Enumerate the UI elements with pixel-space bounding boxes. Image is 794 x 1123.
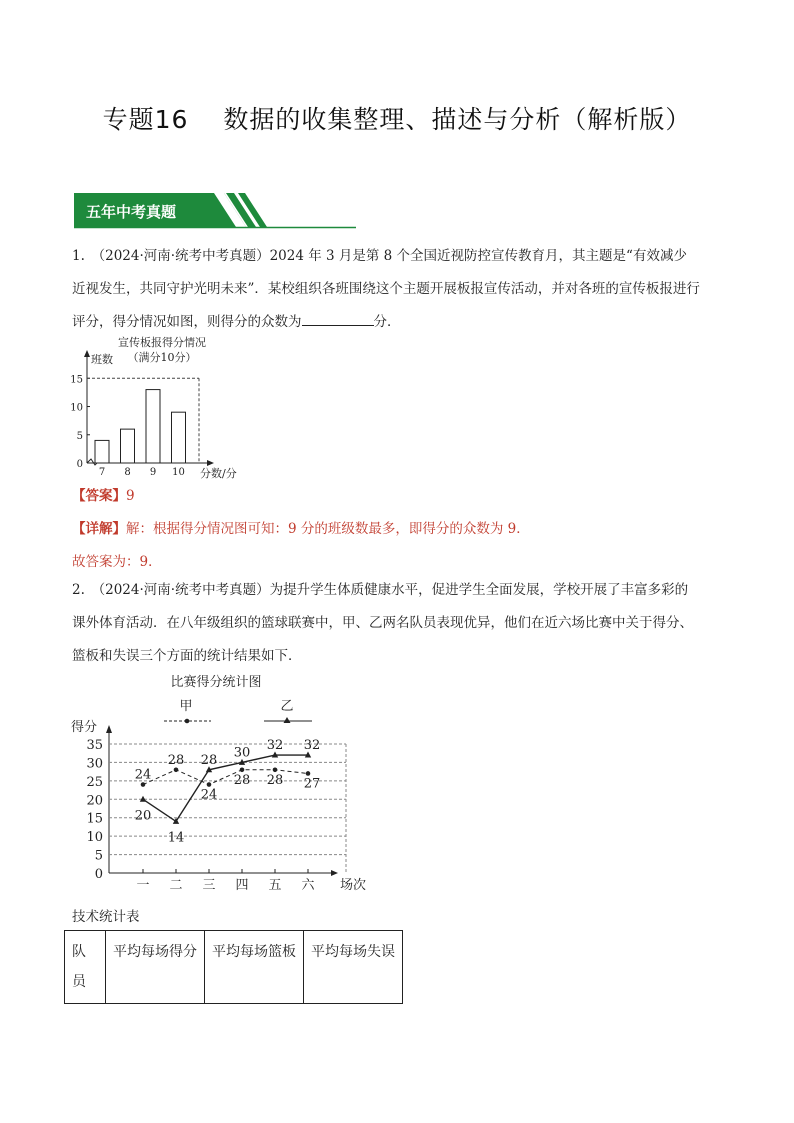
line-x-tick-label: 四 — [235, 878, 249, 893]
bar-y-label: 班数 — [91, 353, 113, 366]
answer-label: 【答案】 — [72, 488, 126, 504]
series-yi-data-label: 30 — [233, 745, 251, 761]
bar — [121, 429, 135, 463]
line-y-tick-label: 5 — [94, 848, 103, 864]
table-header-cell: 平均每场篮板 — [205, 931, 304, 1004]
q1-line2: 近视发生，共同守护光明未来”．某校组织各班围绕这个主题开展板报宣传活动，并对各班的宣传板报进行 — [72, 281, 700, 297]
line-x-axis-arrow — [331, 870, 338, 876]
line-y-tick-label: 10 — [86, 830, 103, 846]
page-title: 专题16 数据的收集整理、描述与分析（解析版） — [102, 105, 692, 134]
line-y-tick-label: 35 — [86, 738, 103, 753]
line-y-tick-label: 0 — [94, 867, 103, 882]
line-x-tick-label: 三 — [202, 878, 216, 893]
conclusion: 故答案为：9． — [72, 554, 162, 570]
series-jia-point — [306, 771, 311, 776]
q1-answer-block — [72, 480, 724, 579]
series-jia-point — [207, 782, 212, 787]
table-header-cell: 平均每场失误 — [304, 931, 403, 1004]
line-y-axis-arrow — [106, 725, 112, 733]
bar-x-label: 分数/分 — [200, 467, 237, 480]
series-jia-data-label: 24 — [134, 767, 152, 783]
q2-line1: 2. （2024·河南·统考中考真题）为提升学生体质健康水平，促进学生全面发展，学校开展了丰富多彩的 — [72, 582, 689, 598]
q1-detail — [72, 513, 724, 546]
bar — [172, 412, 186, 463]
series-jia-point — [141, 782, 146, 787]
question-2 — [72, 574, 724, 673]
q2-line2: 课外体育活动．在八年级组织的篮球联赛中，甲、乙两名队员表现优异，他们在近六场比赛中关于得分、 — [72, 615, 693, 631]
stats-table — [64, 930, 403, 1004]
legend-label-yi: 乙 — [280, 699, 294, 714]
x-axis-arrow — [207, 460, 214, 466]
bar-y-tick-label: 0 — [76, 459, 83, 470]
q1-line3-a: 评分，得分情况如图，则得分的众数为 — [72, 314, 302, 330]
series-yi-data-label: 32 — [266, 738, 284, 754]
line-x-tick-label: 二 — [169, 878, 183, 893]
line-y-label: 得分 — [71, 720, 98, 735]
series-jia-point — [174, 768, 179, 773]
q1-line1: 1. （2024·河南·统考中考真题）2024 年 3 月是第 8 个全国近视防控宣传教育月，其主题是“有效减少 — [72, 248, 687, 264]
q1-answer — [72, 480, 724, 513]
table-header-row — [65, 931, 403, 1004]
legend-marker-yi — [284, 717, 291, 723]
table-title: 技术统计表 — [72, 909, 140, 925]
bar-y-tick-label: 15 — [70, 374, 83, 386]
answer-blank — [302, 311, 374, 326]
bar-x-tick-label: 9 — [149, 467, 157, 478]
bar — [95, 440, 109, 463]
section-header — [74, 193, 356, 229]
y-axis-arrow — [84, 350, 90, 357]
series-jia-data-label: 28 — [266, 772, 284, 788]
series-yi-data-label: 28 — [200, 752, 218, 768]
line-chart-title: 比赛得分统计图 — [170, 675, 262, 690]
bar-chart-subtitle: （满分10分） — [127, 351, 197, 364]
bar-x-tick-label: 7 — [98, 467, 106, 478]
series-jia-point — [273, 768, 278, 773]
series-jia-data-label: 28 — [233, 772, 251, 788]
series-yi-data-label: 32 — [303, 738, 321, 754]
legend-label-jia: 甲 — [179, 699, 193, 714]
line-y-tick-label: 25 — [86, 774, 103, 790]
line-x-tick-label: 五 — [268, 878, 282, 893]
q2-line3: 篮板和失误三个方面的统计结果如下． — [72, 648, 302, 664]
line-x-label: 场次 — [340, 878, 367, 893]
bar-x-tick-label: 8 — [124, 467, 131, 478]
bar-y-tick-label: 5 — [76, 430, 83, 442]
series-yi-data-label: 20 — [134, 808, 152, 824]
series-jia-data-label: 24 — [200, 787, 218, 803]
line-x-tick-label: 一 — [136, 878, 150, 893]
bar-y-tick-label: 10 — [70, 402, 83, 414]
answer-value: 9 — [126, 488, 135, 504]
line-y-tick-label: 15 — [86, 811, 103, 827]
bar-x-tick-label: 10 — [172, 467, 185, 478]
bar — [146, 390, 160, 463]
detail-label: 【详解】 — [72, 521, 126, 537]
detail-text: 解：根据得分情况图可知：9 分的班级数最多，即得分的众数为 9． — [126, 521, 530, 537]
q1-line3-b: 分． — [373, 314, 401, 330]
line-x-tick-label: 六 — [301, 878, 315, 893]
series-yi-data-label: 14 — [167, 830, 185, 846]
line-y-tick-label: 30 — [86, 756, 103, 772]
series-jia-data-label: 28 — [167, 752, 185, 768]
bar-chart — [62, 335, 262, 485]
legend-marker-jia — [185, 719, 190, 724]
line-chart — [66, 668, 386, 898]
table-header-cell: 平均每场得分 — [106, 931, 205, 1004]
line-y-tick-label: 20 — [86, 793, 103, 809]
question-1 — [72, 240, 724, 339]
table-header-cell: 队员 — [65, 931, 106, 1004]
series-jia-point — [240, 768, 245, 773]
series-jia-data-label: 27 — [303, 776, 321, 792]
series-yi-point — [140, 796, 146, 802]
bar-chart-title: 宣传板报得分情况 — [118, 336, 206, 349]
section-label: 五年中考真题 — [86, 203, 177, 221]
